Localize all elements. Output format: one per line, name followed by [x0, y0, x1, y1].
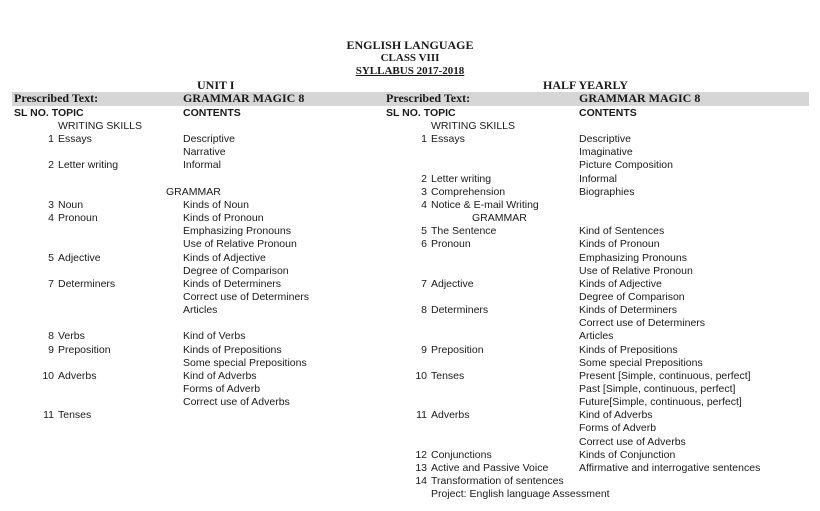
row-number: 12	[415, 448, 427, 461]
row-content: Informal	[183, 159, 221, 172]
row-content: Correct use of Adverbs	[183, 396, 290, 409]
row-content: Kinds of Prepositions	[579, 343, 678, 356]
class-label: CLASS VIII	[380, 52, 440, 64]
row-content: Some special Prepositions	[579, 356, 703, 369]
row-content: Forms of Adverb	[579, 422, 657, 435]
row-topic: Pronoun	[58, 212, 98, 225]
row-content: Picture Composition	[579, 159, 673, 172]
row-number: 3	[421, 185, 427, 198]
document-title: ENGLISH LANGUAGE	[346, 38, 474, 52]
row-number: 11	[416, 409, 427, 422]
row-content: Correct use of Adverbs	[579, 435, 686, 448]
left-prescribed-book: GRAMMAR MAGIC 8	[183, 91, 305, 105]
right-col-contents-header: CONTENTS	[579, 107, 637, 119]
row-content: Kinds of Pronoun	[579, 238, 660, 251]
row-content: Affirmative and interrogative sentences	[579, 461, 761, 474]
row-content: Some special Prepositions	[183, 356, 307, 369]
row-topic: Adverbs	[58, 369, 97, 382]
row-content: Kind of Adverbs	[183, 369, 257, 382]
row-number: 7	[48, 277, 54, 290]
row-topic: GRAMMAR	[472, 212, 527, 225]
row-content: Kinds of Adjective	[183, 251, 266, 264]
row-topic: Essays	[58, 133, 92, 146]
row-content: Kinds of Noun	[183, 198, 249, 211]
row-topic: Letter writing	[431, 172, 492, 185]
row-content: Kind of Verbs	[183, 330, 246, 343]
row-topic: Conjunctions	[431, 448, 492, 461]
row-topic: Comprehension	[431, 185, 506, 198]
row-content: Narrative	[183, 146, 226, 159]
row-content: Kind of Sentences	[579, 225, 665, 238]
row-topic: Adjective	[431, 277, 474, 290]
row-content: Emphasizing Pronouns	[579, 251, 687, 264]
row-content: GRAMMAR	[166, 185, 221, 198]
row-content: Imaginative	[579, 146, 633, 159]
right-col-topic-header: SL NO. TOPIC	[386, 107, 456, 119]
row-topic: Transformation of sentences	[431, 475, 564, 488]
row-topic: Preposition	[431, 343, 484, 356]
row-content: Biographies	[579, 185, 635, 198]
row-topic: Verbs	[58, 330, 85, 343]
row-number: 5	[421, 225, 427, 238]
row-topic: Essays	[431, 133, 465, 146]
row-content: Articles	[183, 304, 218, 317]
row-topic: Preposition	[58, 343, 111, 356]
row-topic: Noun	[58, 198, 84, 211]
left-unit-title: UNIT I	[197, 78, 235, 92]
row-content: Kinds of Conjunction	[579, 448, 676, 461]
row-number: 7	[421, 277, 427, 290]
row-content: Kinds of Determiners	[579, 304, 678, 317]
row-content: Future[Simple, continuous, perfect]	[579, 396, 742, 409]
row-number: 13	[415, 461, 427, 474]
row-number: 2	[421, 172, 427, 185]
row-content: Descriptive	[579, 133, 631, 146]
row-number: 10	[42, 369, 54, 382]
row-number: 10	[415, 369, 427, 382]
left-prescribed-label: Prescribed Text:	[14, 91, 99, 105]
row-topic: Tenses	[58, 409, 92, 422]
row-number: 8	[421, 304, 427, 317]
row-content: Degree of Comparison	[579, 290, 685, 303]
row-topic: Adjective	[58, 251, 101, 264]
row-content: Correct use of Determiners	[579, 317, 706, 330]
syllabus-label: SYLLABUS 2017-2018	[355, 65, 465, 77]
left-col-topic-header: SL NO. TOPIC	[14, 107, 84, 119]
row-number: 1	[48, 133, 54, 146]
row-content: Emphasizing Pronouns	[183, 225, 291, 238]
row-topic: Notice & E-mail Writing	[431, 198, 539, 211]
row-number: 8	[48, 330, 54, 343]
left-col-contents-header: CONTENTS	[183, 107, 241, 119]
row-number: 5	[48, 251, 54, 264]
row-topic: WRITING SKILLS	[58, 120, 143, 132]
row-content: Use of Relative Pronoun	[183, 238, 297, 251]
row-number: 3	[48, 198, 54, 211]
row-number: 6	[421, 238, 427, 251]
row-content: Degree of Comparison	[183, 264, 289, 277]
row-content: Kinds of Prepositions	[183, 343, 282, 356]
row-content: Past [Simple, continuous, perfect]	[579, 383, 736, 395]
row-number: 9	[48, 343, 54, 356]
row-number: 4	[48, 212, 54, 225]
row-topic: Project: English language Assessment	[431, 488, 610, 501]
row-topic: Determiners	[431, 304, 489, 317]
row-topic: The Sentence	[431, 225, 497, 238]
row-number: 9	[421, 343, 427, 356]
row-content: Kinds of Pronoun	[183, 212, 264, 225]
row-topic: Pronoun	[431, 238, 471, 251]
row-content: Descriptive	[183, 133, 235, 146]
row-number: 1	[421, 133, 427, 146]
right-prescribed-book: GRAMMAR MAGIC 8	[579, 91, 701, 105]
row-content: Present [Simple, continuous, perfect]	[579, 369, 751, 382]
row-number: 2	[48, 159, 54, 172]
row-topic: Tenses	[431, 369, 465, 382]
row-content: Informal	[579, 172, 617, 185]
row-content: Kind of Adverbs	[579, 409, 653, 422]
row-topic: Determiners	[58, 277, 116, 290]
row-topic: WRITING SKILLS	[431, 120, 516, 132]
row-content: Articles	[579, 330, 614, 343]
right-prescribed-label: Prescribed Text:	[386, 91, 471, 105]
row-content: Kinds of Adjective	[579, 277, 662, 290]
row-content: Correct use of Determiners	[183, 290, 310, 303]
row-number: 11	[43, 409, 54, 422]
row-content: Kinds of Determiners	[183, 277, 282, 290]
row-content: Use of Relative Pronoun	[579, 264, 693, 277]
row-number: 4	[421, 198, 427, 211]
row-topic: Active and Passive Voice	[431, 461, 549, 474]
row-content: Forms of Adverb	[183, 383, 261, 395]
row-topic: Letter writing	[58, 159, 119, 172]
row-number: 14	[415, 475, 427, 488]
row-topic: Adverbs	[431, 409, 470, 422]
right-unit-title: HALF YEARLY	[543, 78, 629, 92]
